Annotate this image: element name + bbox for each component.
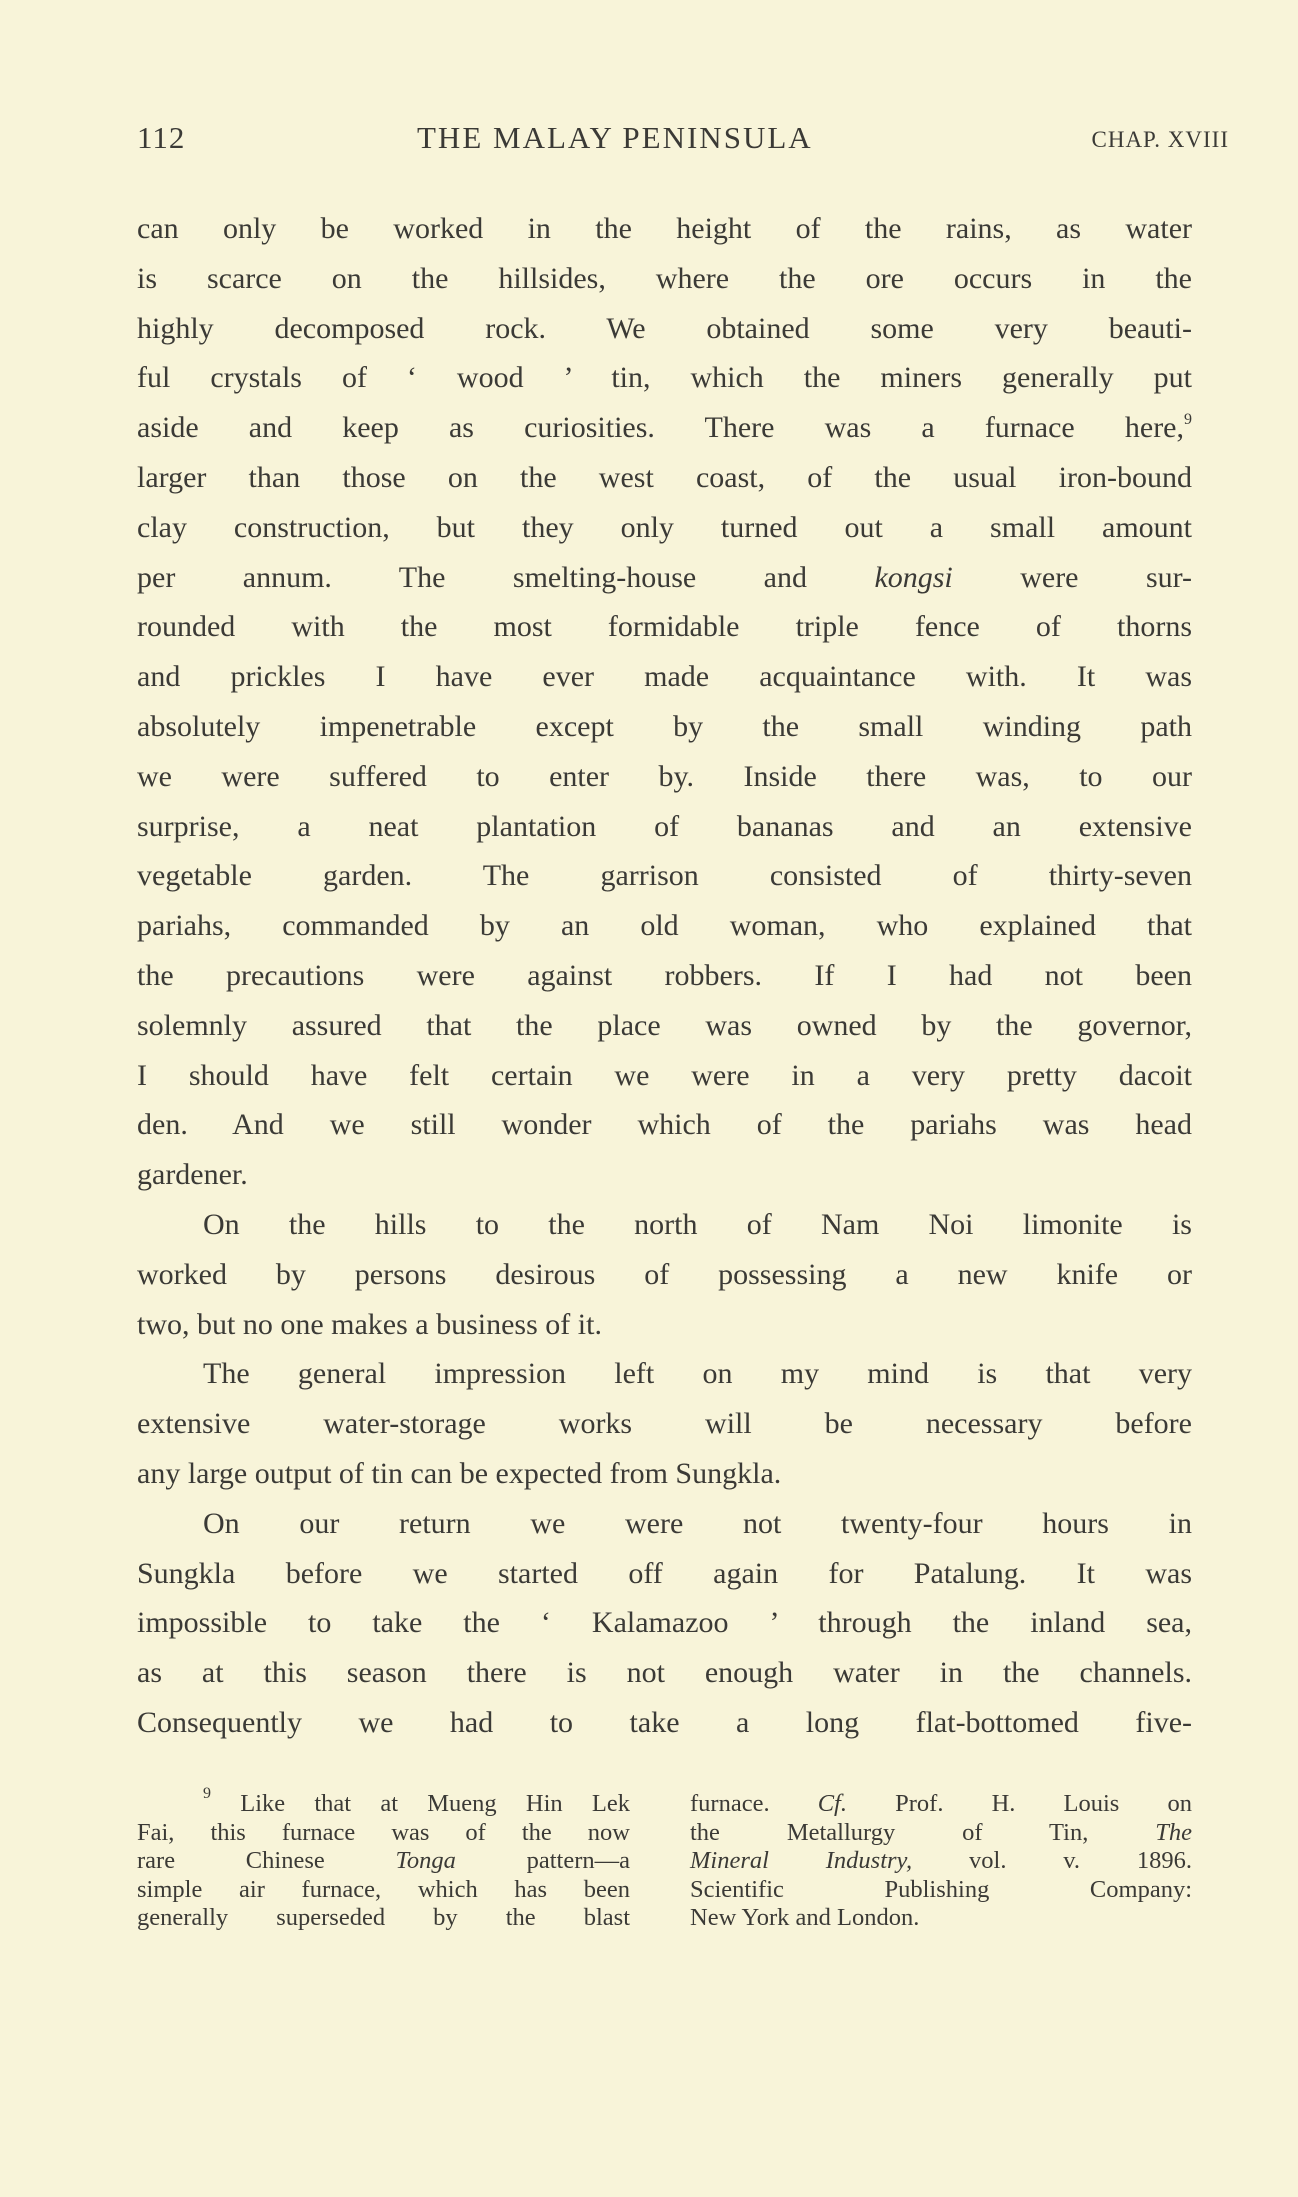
text-segment: gardener. [137,1158,248,1192]
text-line [690,1904,1192,1933]
text-segment: the Metallurgy of Tin, [690,1818,1156,1846]
text-segment: we were suffered to enter by. Inside there was, to our [137,759,1192,793]
text-segment: is scarce on the hillsides, where the ore occurs in the [137,261,1192,295]
text-line [137,1349,1192,1399]
text-segment: On our return we were not twenty-four hours in [203,1506,1192,1540]
text-segment: larger than those on the west coast, of the usual iron-bound [137,460,1192,494]
text-line [137,1698,1192,1748]
text-segment: two, but no one makes a business of it. [137,1307,602,1341]
text-line [137,1300,1192,1350]
text-line [137,1904,630,1933]
text-segment: rounded with the most formidable triple fence of thorns [137,610,1192,644]
text-segment: and prickles I have ever made acquaintance with. It was [137,660,1192,694]
text-line [137,353,1192,403]
text-segment: On the hills to the north of Nam Noi limonite is [203,1207,1192,1241]
text-segment: vegetable garden. The garrison consisted of thirty-seven [137,859,1192,893]
text-segment: I should have felt certain we were in a very pretty dacoit [137,1058,1192,1092]
text-line [137,1499,1192,1549]
page-number: 112 [137,120,186,155]
text-line [137,503,1192,553]
text-line [137,652,1192,702]
text-segment: Prof. H. Louis on [846,1790,1192,1817]
text-line [137,1449,1192,1499]
text-segment: were sur- [952,560,1193,594]
text-line [137,453,1192,503]
text-segment: pattern—a [455,1847,630,1874]
text-line [137,851,1192,901]
footnote-left-column [137,1785,630,1933]
italic-text: The [1155,1818,1192,1846]
text-segment: the precautions were against robbers. If I had not been [137,958,1192,992]
footnote-marker: 9 [203,1785,211,1802]
text-line [690,1819,1192,1848]
text-segment: extensive water-storage works will be necessary before [137,1407,1192,1441]
text-line [137,1150,1192,1200]
running-title: THE MALAY PENINSULA [417,120,813,155]
text-segment: solemnly assured that the place was owned by the governor, [137,1008,1192,1042]
text-segment: any large output of tin can be expected from Sungkla. [137,1456,782,1490]
text-line [137,702,1192,752]
text-line [137,254,1192,304]
text-segment: surprise, a neat plantation of bananas and an extensive [137,809,1192,843]
text-line [137,802,1192,852]
text-segment: aside and keep as curiosities. There was a furnace here, [137,411,1184,445]
text-segment: simple air furnace, which has been [137,1875,630,1903]
text-line [137,1200,1192,1250]
text-line [137,602,1192,652]
text-segment: den. And we still wonder which of the pariahs was head [137,1108,1192,1142]
text-segment: The general impression left on my mind is that very [203,1357,1192,1391]
footnote-right-column [690,1790,1192,1933]
text-segment: furnace. [690,1790,818,1817]
text-segment: Consequently we had to take a long flat-bottomed five- [137,1705,1192,1739]
text-segment: rare Chinese [137,1847,396,1874]
text-line [137,901,1192,951]
chapter-label: CHAP. XVIII [1091,127,1229,152]
text-line [690,1790,1192,1819]
text-line [137,1001,1192,1051]
text-segment: ful crystals of ‘ wood ’ tin, which the miners generally put [137,361,1192,395]
text-line [137,1876,630,1905]
text-segment: as at this season there is not enough water in the channels. [137,1656,1192,1690]
text-segment: per annum. The smelting-house and [137,560,875,594]
italic-text: Mineral Industry, [690,1847,913,1874]
italic-text: kongsi [874,560,953,594]
body-text [137,204,1192,1748]
text-line [137,1549,1192,1599]
text-line [137,1598,1192,1648]
text-segment: pariahs, commanded by an old woman, who explained that [137,909,1192,943]
text-segment: impossible to take the ‘ Kalamazoo ’ through the inland sea, [137,1606,1192,1640]
text-line [137,204,1192,254]
text-line [137,553,1192,603]
text-segment: absolutely impenetrable except by the small winding path [137,709,1192,743]
text-segment: Sungkla before we started off again for Patalung. It was [137,1556,1192,1590]
italic-text: Cf. [817,1790,847,1817]
text-line [690,1876,1192,1905]
text-line [137,304,1192,354]
text-line [137,1399,1192,1449]
text-line [137,403,1192,453]
text-segment: can only be worked in the height of the rains, as water [137,212,1192,245]
running-header [137,120,1229,164]
footnote-marker: 9 [1184,411,1192,429]
text-line [137,1051,1192,1101]
text-segment: worked by persons desirous of possessing a new knife or [137,1257,1192,1291]
text-line [690,1847,1192,1876]
text-segment: vol. v. 1896. [912,1847,1192,1874]
text-segment: generally superseded by the blast [137,1904,630,1931]
text-line [137,1250,1192,1300]
text-segment: Like that at Mueng Hin Lek [211,1790,630,1817]
text-line [137,1648,1192,1698]
text-line [137,1847,630,1876]
text-segment: clay construction, but they only turned out a small amount [137,510,1192,544]
text-line [137,1819,630,1848]
text-segment: New York and London. [690,1904,920,1931]
text-segment: Fai, this furnace was of the now [137,1818,630,1846]
text-line [137,1100,1192,1150]
text-segment: Scientific Publishing Company: [690,1875,1192,1903]
text-line [137,951,1192,1001]
text-line [137,752,1192,802]
text-line [137,1785,630,1819]
text-segment: highly decomposed rock. We obtained some very beauti- [137,311,1192,345]
italic-text: Tonga [395,1847,456,1874]
